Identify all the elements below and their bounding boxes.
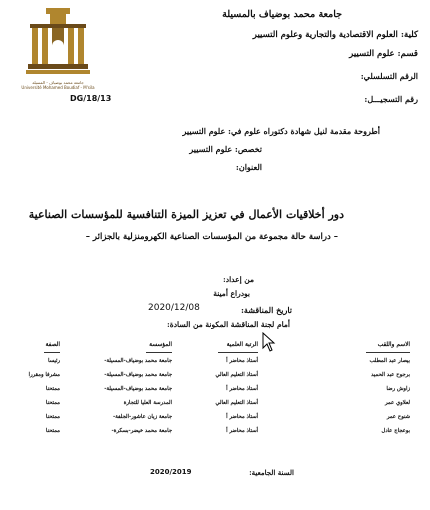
mouse-cursor-icon bbox=[262, 332, 276, 352]
jury-intro: أمام لجنة المناقشة المكونة من السادة: bbox=[167, 320, 290, 329]
table-row bbox=[18, 384, 410, 398]
jury-institution: جامعة زيان عاشور-الجلفة- bbox=[112, 414, 172, 420]
logo-caption-ar: جامعة محمد بوضياف - المسيلة bbox=[32, 80, 84, 85]
jury-institution: المدرسة العليا للتجارة bbox=[123, 400, 172, 406]
jury-role: مشرفا ومقررا bbox=[28, 372, 60, 378]
jury-role: ممتحنا bbox=[45, 386, 60, 392]
author-name: بودراع أمينة bbox=[213, 289, 250, 298]
header-underline bbox=[366, 352, 410, 353]
header-underline bbox=[146, 352, 172, 353]
jury-rank: أستاذ محاضر أ bbox=[226, 414, 258, 420]
jury-table bbox=[18, 340, 410, 440]
jury-rank: أستاذ التعليم العالي bbox=[215, 400, 258, 406]
logo-caption bbox=[18, 80, 98, 90]
thesis-main-title: دور أخلاقيات الأعمال في تعزيز الميزة التنافسية للمؤسسات الصناعية bbox=[28, 208, 344, 221]
academic-year-value: 2020/2019 bbox=[150, 468, 192, 476]
table-row bbox=[18, 412, 410, 426]
university-logo bbox=[26, 6, 90, 82]
title-label: العنوان: bbox=[235, 162, 262, 172]
table-row bbox=[18, 370, 410, 384]
academic-year-label: السنة الجامعية: bbox=[249, 468, 294, 477]
header-underline bbox=[44, 352, 60, 353]
department-line: قسم: علوم التسيير bbox=[349, 49, 418, 59]
specialty-line: تخصص: علوم التسيير bbox=[189, 144, 262, 154]
registration-label: رقم التسجيـــل: bbox=[364, 94, 418, 104]
header-name: الاسم واللقب bbox=[377, 342, 410, 348]
jury-header-row bbox=[18, 340, 410, 356]
jury-role: ممتحنا bbox=[45, 428, 60, 434]
jury-institution: جامعة محمد خيضر-بسكرة- bbox=[111, 428, 172, 434]
header-role: الصفة bbox=[45, 342, 60, 348]
defense-date-value: 2020/12/08 bbox=[148, 303, 200, 313]
university-name: جامعة محمد بوضياف بالمسيلة bbox=[222, 9, 342, 20]
jury-name: برجوح عبد الحميد bbox=[371, 372, 410, 378]
jury-institution: جامعة محمد بوضياف-المسيلة- bbox=[104, 372, 172, 378]
registration-value: DG/18/13 bbox=[70, 94, 112, 103]
jury-name: بيصار عبد المطلب bbox=[369, 358, 410, 364]
jury-role: رئيسا bbox=[48, 358, 60, 364]
jury-rank: أستاذ محاضر أ bbox=[226, 358, 258, 364]
jury-rank: أستاذ محاضر أ bbox=[226, 386, 258, 392]
jury-name: شنوح عمر bbox=[386, 414, 410, 420]
jury-role: ممتحنا bbox=[45, 400, 60, 406]
jury-rank: أستاذ التعليم العالي bbox=[215, 372, 258, 378]
header-underline bbox=[218, 352, 258, 353]
jury-institution: جامعة محمد بوضياف-المسيلة- bbox=[104, 386, 172, 392]
header-institution: المؤسسة bbox=[149, 342, 172, 348]
serial-number-label: الرقم التسلسلي: bbox=[360, 71, 418, 81]
defense-date-label: تاريخ المناقشة: bbox=[240, 305, 292, 315]
header-rank: الرتبة العلمية bbox=[226, 342, 258, 348]
jury-name: بوعجاج عادل bbox=[381, 428, 410, 434]
table-row bbox=[18, 398, 410, 412]
prepared-by-label: من إعداد: bbox=[222, 275, 254, 284]
logo-caption-fr: Université Mohamed Boudiaf - M'sila bbox=[21, 85, 95, 90]
jury-institution: جامعة محمد بوضياف-المسيلة- bbox=[104, 358, 172, 364]
thesis-sub-title: – دراسة حالة مجموعة من المؤسسات الصناعية الكهرومنزلية بالجزائر – bbox=[85, 232, 338, 242]
jury-role: ممتحنا bbox=[45, 414, 60, 420]
jury-name: زاوش رضا bbox=[386, 386, 410, 392]
thesis-intro: أطروحة مقدمة لنيل شهادة دكتوراه علوم في: علوم التسيير bbox=[182, 126, 380, 136]
table-row bbox=[18, 426, 410, 440]
faculty-line: كلية: العلوم الاقتصادية والتجارية وعلوم التسيير bbox=[252, 30, 418, 40]
jury-name: لعلاوي عمر bbox=[384, 400, 410, 406]
jury-rank: أستاذ محاضر أ bbox=[226, 428, 258, 434]
table-row bbox=[18, 356, 410, 370]
